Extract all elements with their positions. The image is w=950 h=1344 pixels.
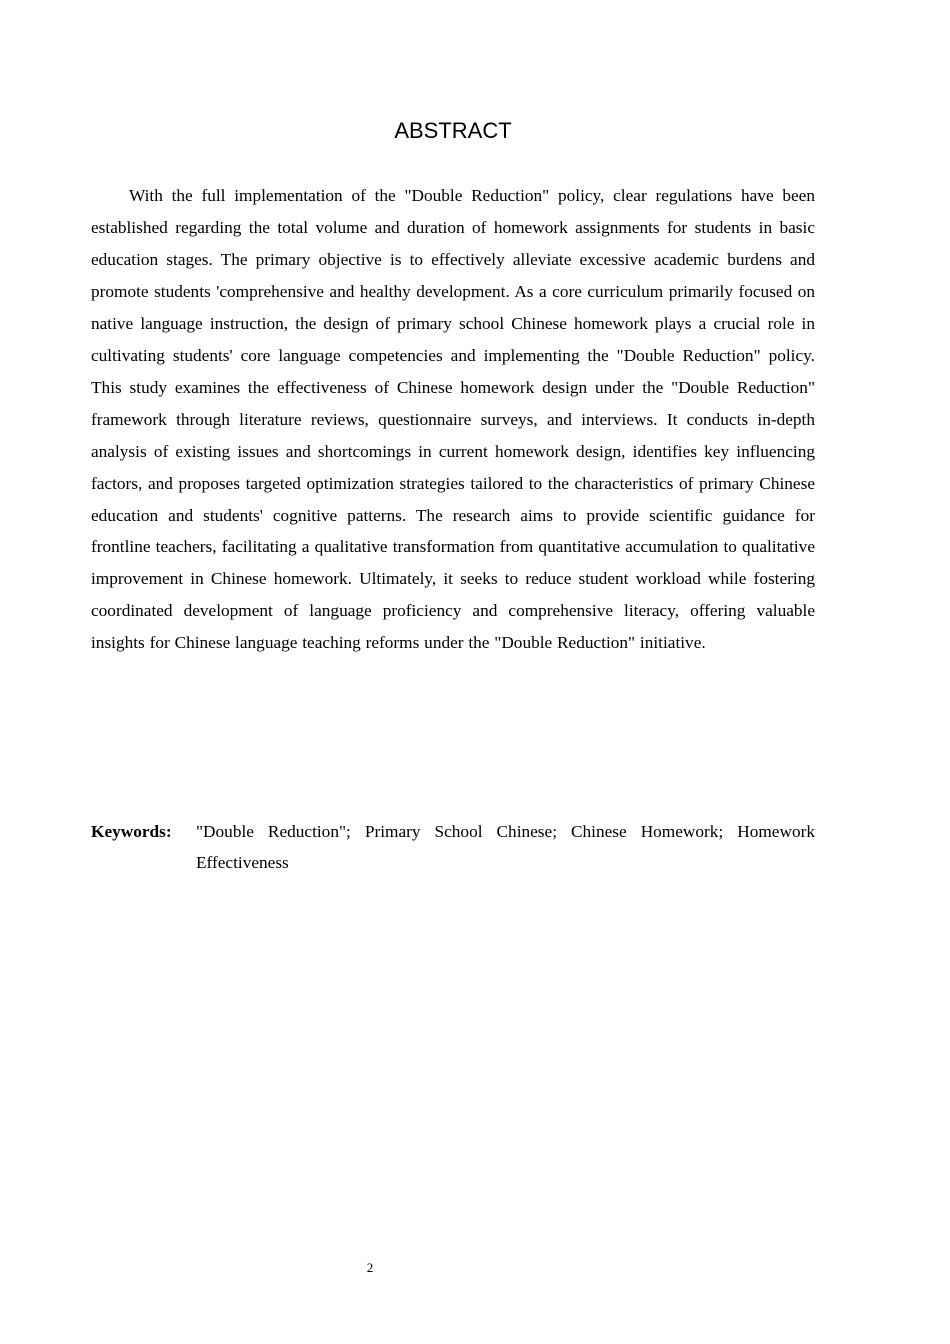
abstract-body: With the full implementation of the "Double Reduction" policy, clear regulations have been established regarding the total volume and duration of homework assignments for students in basic education stages. The primary objective is to effectively alleviate excessive academic burdens and promote students 'comprehensive and healthy development. As a core curriculum primarily focused on native language instruction, the design of primary school Chinese homework plays a crucial role in cultivating students' core language competencies and implementing the "Double Reduction" policy. This study examines the effectiveness of Chinese homework design under the "Double Reduction" framework through literature reviews, questionnaire surveys, and interviews. It conducts in-depth analysis of existing issues and shortcomings in current homework design, identifies key influencing factors, and proposes targeted optimization strategies tailored to the characteristics of primary Chinese education and students' cognitive patterns. The research aims to provide scientific guidance for frontline teachers, facilitating a qualitative transformation from quantitative accumulation to qualitative improvement in Chinese homework. Ultimately, it seeks to reduce student workload while fostering coordinated development of language proficiency and comprehensive literacy, offering valuable insights for Chinese language teaching reforms under the "Double Reduction" initiative. <box>91 186 815 653</box>
keywords-text: "Double Reduction"; Primary School Chinese; Chinese Homework; Homework Effectiveness <box>196 822 815 872</box>
keywords-section <box>91 816 815 878</box>
keywords-label: Keywords: <box>91 822 172 841</box>
abstract-title: ABSTRACT <box>394 118 512 143</box>
page-number: 2 <box>366 1260 374 1275</box>
